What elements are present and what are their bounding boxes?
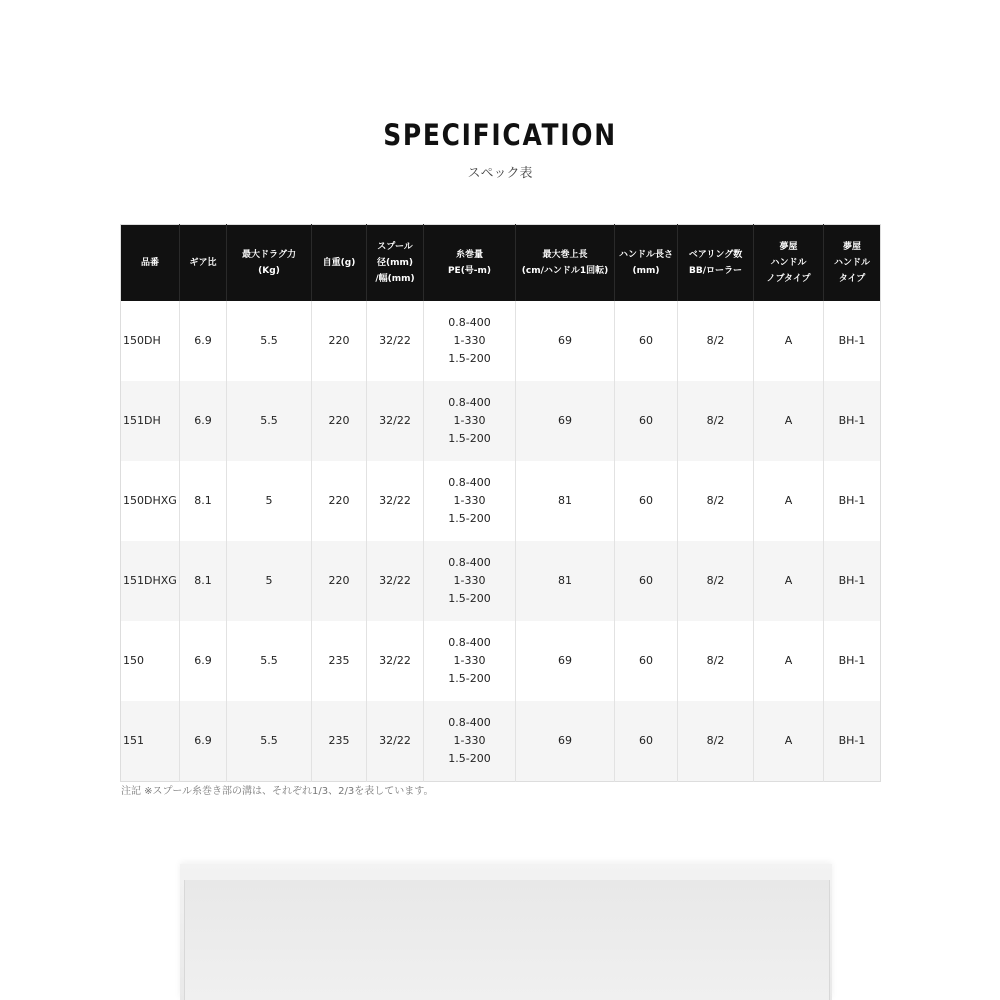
line-capacity-entry: 1-330 bbox=[453, 654, 486, 667]
cell-spool: 32/22 bbox=[367, 381, 424, 461]
header-line: 自重(g) bbox=[322, 258, 356, 268]
header-line: 最大ドラグ力 bbox=[241, 250, 296, 260]
line-capacity-entry: 1.5-200 bbox=[448, 672, 491, 685]
line-capacity-entry: 1.5-200 bbox=[448, 592, 491, 605]
cell-gear-ratio: 8.1 bbox=[180, 461, 227, 541]
table-row bbox=[121, 701, 881, 782]
cell-weight: 220 bbox=[312, 301, 367, 381]
cell-model: 150DHXG bbox=[121, 461, 180, 541]
header-line: 最大巻上長 bbox=[542, 250, 588, 260]
header-line: ノブタイプ bbox=[766, 274, 811, 284]
cell-spool: 32/22 bbox=[367, 461, 424, 541]
cell-knob-type: A bbox=[754, 621, 824, 701]
header-line: PE(号-m) bbox=[447, 266, 492, 276]
cell-knob-type: A bbox=[754, 381, 824, 461]
cell-model: 150DH bbox=[121, 301, 180, 381]
header-max-drag bbox=[227, 225, 312, 302]
cell-bearings: 8/2 bbox=[678, 701, 754, 782]
header-line: (cm/ハンドル1回転) bbox=[521, 266, 609, 276]
table-row bbox=[121, 461, 881, 541]
header-bearings bbox=[678, 225, 754, 302]
cell-handle-type: BH-1 bbox=[824, 701, 881, 782]
spec-table bbox=[120, 224, 881, 782]
header-line: /幅(mm) bbox=[375, 274, 415, 284]
cell-max-drag: 5.5 bbox=[227, 621, 312, 701]
header-line: 径(mm) bbox=[377, 258, 413, 268]
cell-handle-type: BH-1 bbox=[824, 461, 881, 541]
cell-handle-length: 60 bbox=[615, 541, 678, 621]
cell-weight: 235 bbox=[312, 621, 367, 701]
table-row bbox=[121, 381, 881, 461]
cell-weight: 220 bbox=[312, 461, 367, 541]
cell-max-drag: 5 bbox=[227, 541, 312, 621]
line-capacity-entry: 1.5-200 bbox=[448, 432, 491, 445]
header-line: ハンドル長さ bbox=[618, 250, 673, 260]
cell-model: 150 bbox=[121, 621, 180, 701]
cell-line-capacity bbox=[424, 701, 516, 782]
line-capacity-entry: 1-330 bbox=[453, 734, 486, 747]
cell-line-capacity bbox=[424, 621, 516, 701]
header-line: スプール bbox=[377, 242, 413, 252]
cell-weight: 220 bbox=[312, 541, 367, 621]
line-capacity-entry: 1-330 bbox=[453, 414, 486, 427]
cell-gear-ratio: 8.1 bbox=[180, 541, 227, 621]
header-line: 糸巻量 bbox=[455, 250, 483, 260]
cell-gear-ratio: 6.9 bbox=[180, 621, 227, 701]
line-capacity-entry: 0.8-400 bbox=[448, 556, 491, 569]
table-row bbox=[121, 621, 881, 701]
header-line: ベアリング数 bbox=[688, 250, 743, 260]
line-capacity-entry: 0.8-400 bbox=[448, 396, 491, 409]
header-line: BB/ローラー bbox=[688, 266, 742, 276]
cell-knob-type: A bbox=[754, 301, 824, 381]
product-image-inner bbox=[184, 880, 830, 1000]
line-capacity-entry: 1.5-200 bbox=[448, 752, 491, 765]
line-capacity-entry: 0.8-400 bbox=[448, 316, 491, 329]
line-capacity-entry: 1-330 bbox=[453, 494, 486, 507]
header-handle-type bbox=[824, 225, 881, 302]
cell-line-capacity bbox=[424, 381, 516, 461]
header-weight bbox=[312, 225, 367, 302]
table-row bbox=[121, 301, 881, 381]
cell-bearings: 8/2 bbox=[678, 381, 754, 461]
cell-knob-type: A bbox=[754, 461, 824, 541]
header-line: (Kg) bbox=[258, 266, 280, 276]
cell-model: 151DHXG bbox=[121, 541, 180, 621]
table-header-row bbox=[121, 225, 881, 302]
cell-handle-length: 60 bbox=[615, 301, 678, 381]
header-line: ハンドル bbox=[770, 258, 807, 268]
header-spool bbox=[367, 225, 424, 302]
header-line: ハンドル bbox=[833, 258, 870, 268]
header-line: ギア比 bbox=[189, 258, 217, 268]
cell-model: 151DH bbox=[121, 381, 180, 461]
cell-handle-type: BH-1 bbox=[824, 381, 881, 461]
header-handle-length bbox=[615, 225, 678, 302]
cell-bearings: 8/2 bbox=[678, 541, 754, 621]
cell-max-drag: 5.5 bbox=[227, 301, 312, 381]
cell-max-drag: 5.5 bbox=[227, 701, 312, 782]
header-line: 夢屋 bbox=[779, 242, 798, 252]
table-body bbox=[121, 301, 881, 782]
header-line: (mm) bbox=[632, 266, 660, 276]
cell-max-retrieve: 69 bbox=[516, 301, 615, 381]
header-line-capacity bbox=[424, 225, 516, 302]
cell-handle-length: 60 bbox=[615, 461, 678, 541]
cell-handle-type: BH-1 bbox=[824, 301, 881, 381]
line-capacity-entry: 0.8-400 bbox=[448, 716, 491, 729]
header-line: 品番 bbox=[140, 258, 159, 268]
line-capacity-entry: 1-330 bbox=[453, 334, 486, 347]
cell-line-capacity bbox=[424, 541, 516, 621]
line-capacity-entry: 1.5-200 bbox=[448, 352, 491, 365]
cell-knob-type: A bbox=[754, 541, 824, 621]
cell-max-drag: 5 bbox=[227, 461, 312, 541]
page-subtitle: スペック表 bbox=[467, 166, 533, 181]
cell-handle-type: BH-1 bbox=[824, 621, 881, 701]
cell-handle-length: 60 bbox=[615, 381, 678, 461]
header-line: 夢屋 bbox=[842, 242, 861, 252]
cell-weight: 220 bbox=[312, 381, 367, 461]
line-capacity-entry: 1.5-200 bbox=[448, 512, 491, 525]
cell-max-retrieve: 69 bbox=[516, 701, 615, 782]
cell-spool: 32/22 bbox=[367, 621, 424, 701]
product-image-panel bbox=[180, 864, 832, 1000]
cell-line-capacity bbox=[424, 461, 516, 541]
cell-spool: 32/22 bbox=[367, 701, 424, 782]
cell-weight: 235 bbox=[312, 701, 367, 782]
cell-bearings: 8/2 bbox=[678, 301, 754, 381]
cell-bearings: 8/2 bbox=[678, 621, 754, 701]
cell-handle-length: 60 bbox=[615, 701, 678, 782]
cell-max-retrieve: 69 bbox=[516, 381, 615, 461]
cell-spool: 32/22 bbox=[367, 301, 424, 381]
line-capacity-entry: 0.8-400 bbox=[448, 476, 491, 489]
header-gear-ratio bbox=[180, 225, 227, 302]
page-title: SPECIFICATION bbox=[383, 118, 617, 152]
line-capacity-entry: 0.8-400 bbox=[448, 636, 491, 649]
cell-max-retrieve: 81 bbox=[516, 461, 615, 541]
header-max-retrieve bbox=[516, 225, 615, 302]
cell-handle-type: BH-1 bbox=[824, 541, 881, 621]
cell-spool: 32/22 bbox=[367, 541, 424, 621]
cell-max-drag: 5.5 bbox=[227, 381, 312, 461]
header-knob-type bbox=[754, 225, 824, 302]
cell-max-retrieve: 69 bbox=[516, 621, 615, 701]
cell-model: 151 bbox=[121, 701, 180, 782]
cell-handle-length: 60 bbox=[615, 621, 678, 701]
cell-knob-type: A bbox=[754, 701, 824, 782]
cell-line-capacity bbox=[424, 301, 516, 381]
cell-max-retrieve: 81 bbox=[516, 541, 615, 621]
header-model bbox=[121, 225, 180, 302]
cell-gear-ratio: 6.9 bbox=[180, 701, 227, 782]
header-line: タイプ bbox=[838, 274, 866, 284]
cell-bearings: 8/2 bbox=[678, 461, 754, 541]
cell-gear-ratio: 6.9 bbox=[180, 381, 227, 461]
table-row bbox=[121, 541, 881, 621]
cell-gear-ratio: 6.9 bbox=[180, 301, 227, 381]
line-capacity-entry: 1-330 bbox=[453, 574, 486, 587]
footnote: 注記 ※スプール糸巻き部の溝は、それぞれ1/3、2/3を表しています。 bbox=[121, 786, 434, 797]
